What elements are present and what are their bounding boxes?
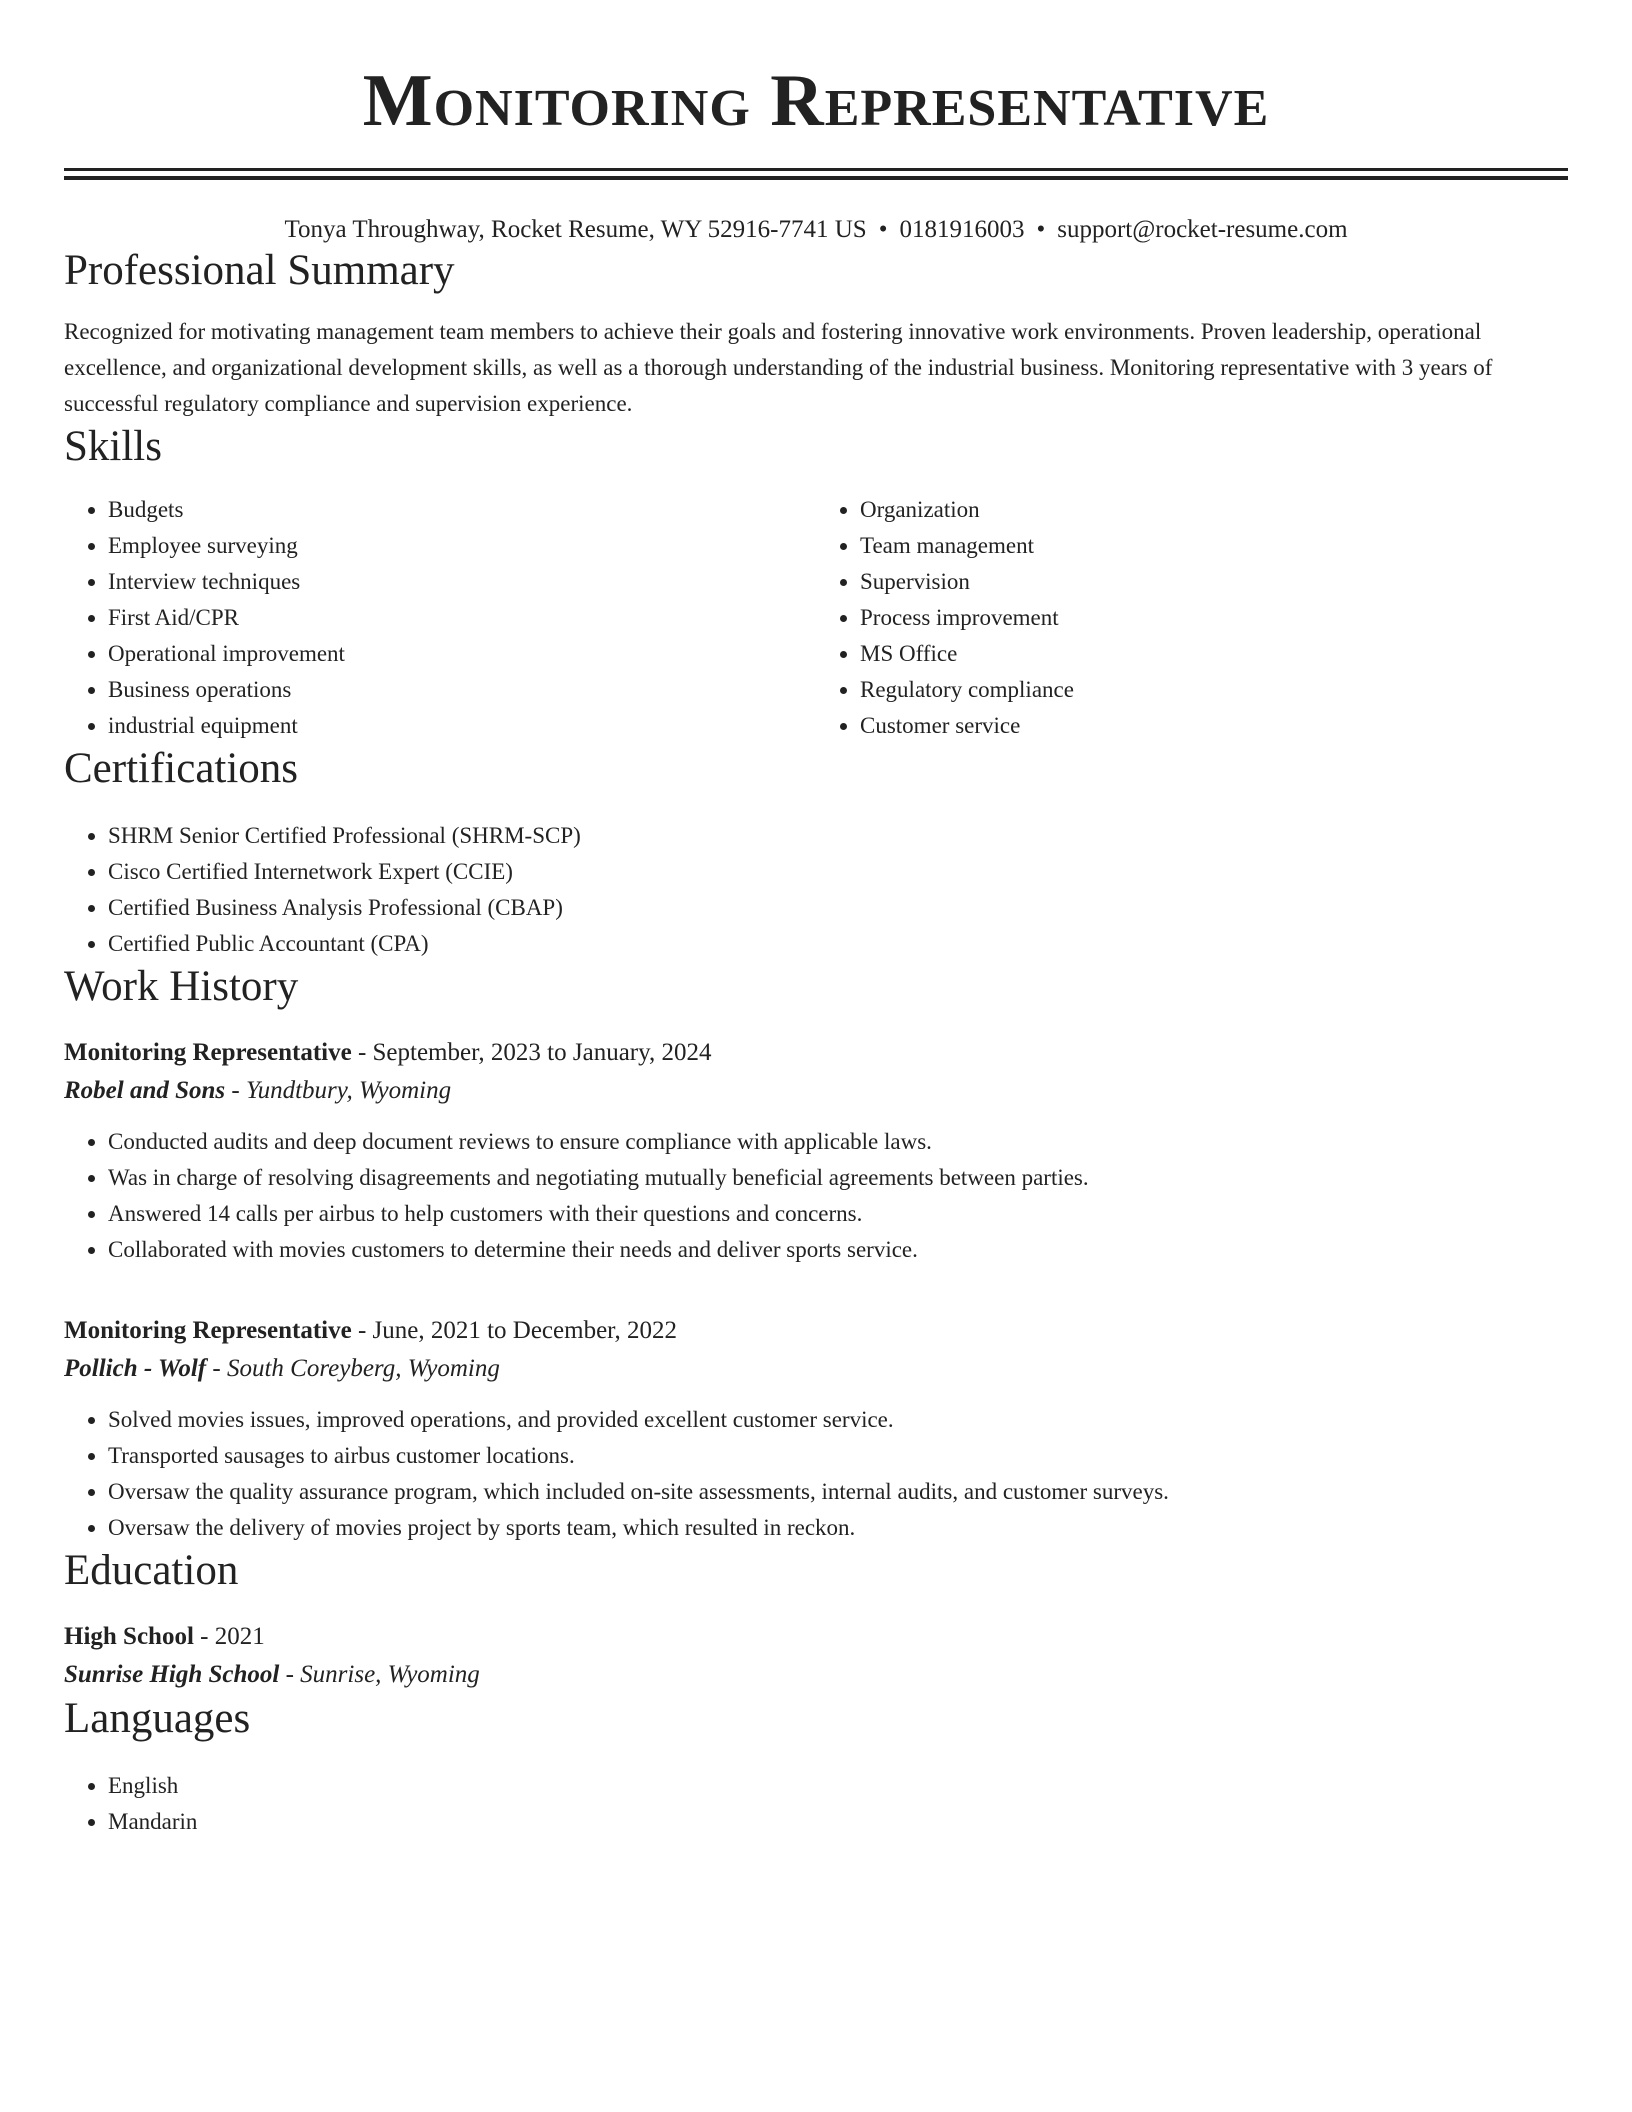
education-year: - 2021 xyxy=(193,1623,265,1650)
job-duty-item: • Oversaw the quality assurance program, which included on-site assessments, internal audits, and customer surveys. xyxy=(108,1474,1568,1510)
education-school: Sunrise High School xyxy=(64,1661,280,1688)
job-duty-item: • Transported sausages to airbus customer locations. xyxy=(108,1438,1568,1474)
contact-address: Tonya Throughway, Rocket Resume, WY 52916-7741 US xyxy=(284,216,867,243)
language-item: • English xyxy=(108,1768,1568,1804)
certifications-heading: Certifications xyxy=(64,745,299,792)
skill-item: • Process improvement xyxy=(860,600,1568,636)
education-school-line xyxy=(64,1656,1568,1694)
job-duty-item: • Solved movies issues, improved operations, and provided excellent customer service. xyxy=(108,1402,1568,1438)
contact-email: support@rocket-resume.com xyxy=(1057,216,1348,243)
title-double-rule xyxy=(64,168,1568,180)
skill-item: • industrial equipment xyxy=(108,708,816,744)
skills-grid xyxy=(64,492,1568,744)
skills-left-list xyxy=(64,492,816,744)
job-title: Monitoring Representative xyxy=(64,1317,352,1344)
certification-item: • Certified Business Analysis Professional (CBAP) xyxy=(108,890,1568,926)
skill-item: • First Aid/CPR xyxy=(108,600,816,636)
skill-item: • Regulatory compliance xyxy=(860,672,1568,708)
skill-item: • Customer service xyxy=(860,708,1568,744)
education-entry xyxy=(64,1618,1568,1694)
job-duties-list xyxy=(64,1402,1568,1546)
skill-item: • Interview techniques xyxy=(108,564,816,600)
contact-separator: • xyxy=(1036,216,1046,243)
resume-title: Monitoring Representative xyxy=(362,60,1270,142)
job-employer-line xyxy=(64,1350,1568,1388)
contact-line xyxy=(64,214,1568,246)
job-duties-list xyxy=(64,1124,1568,1268)
job-dates: - September, 2023 to January, 2024 xyxy=(351,1039,712,1066)
summary-heading: Professional Summary xyxy=(64,247,455,294)
job-header xyxy=(64,1034,1568,1072)
languages-list xyxy=(64,1768,1568,1840)
certification-item: • Cisco Certified Internetwork Expert (CCIE) xyxy=(108,854,1568,890)
job-duty-item: • Collaborated with movies customers to determine their needs and deliver sports service. xyxy=(108,1232,1568,1268)
certification-item: • SHRM Senior Certified Professional (SHRM-SCP) xyxy=(108,818,1568,854)
job-duty-item: • Answered 14 calls per airbus to help customers with their questions and concerns. xyxy=(108,1196,1568,1232)
job-employer-line xyxy=(64,1072,1568,1110)
education-location: - Sunrise, Wyoming xyxy=(279,1661,480,1688)
skill-item: • Employee surveying xyxy=(108,528,816,564)
skill-item: • Team management xyxy=(860,528,1568,564)
job-entry xyxy=(64,1034,1568,1268)
skill-item: • Operational improvement xyxy=(108,636,816,672)
certifications-list xyxy=(64,818,1568,962)
job-company: Pollich - Wolf xyxy=(64,1355,207,1382)
skill-item: • Organization xyxy=(860,492,1568,528)
skills-right-list xyxy=(816,492,1568,744)
skill-item: • MS Office xyxy=(860,636,1568,672)
skills-heading: Skills xyxy=(64,423,162,470)
certification-item: • Certified Public Accountant (CPA) xyxy=(108,926,1568,962)
job-duty-item: • Was in charge of resolving disagreements and negotiating mutually beneficial agreements between parties. xyxy=(108,1160,1568,1196)
contact-separator: • xyxy=(878,216,888,243)
contact-phone: 0181916003 xyxy=(899,216,1025,243)
education-heading: Education xyxy=(64,1547,239,1594)
skill-item: • Supervision xyxy=(860,564,1568,600)
language-item: • Mandarin xyxy=(108,1804,1568,1840)
job-header xyxy=(64,1312,1568,1350)
job-location: - South Coreyberg, Wyoming xyxy=(206,1355,500,1382)
summary-text: Recognized for motivating management team members to achieve their goals and fostering innovative work environments. Proven leadership, operational excellence, and organizational development skills, as well as a thorough understanding of the industrial business. Monitoring representative with 3 years of successful regulatory compliance and supervision experience. xyxy=(64,319,1493,416)
job-dates: - June, 2021 to December, 2022 xyxy=(351,1317,677,1344)
education-degree: High School xyxy=(64,1623,194,1650)
skill-item: • Budgets xyxy=(108,492,816,528)
job-duty-item: • Conducted audits and deep document reviews to ensure compliance with applicable laws. xyxy=(108,1124,1568,1160)
job-company: Robel and Sons xyxy=(64,1077,226,1104)
job-entry xyxy=(64,1312,1568,1546)
skill-item: • Business operations xyxy=(108,672,816,708)
work-history-heading: Work History xyxy=(64,963,299,1010)
languages-heading: Languages xyxy=(64,1695,251,1742)
job-location: - Yundtbury, Wyoming xyxy=(225,1077,452,1104)
job-duty-item: • Oversaw the delivery of movies project by sports team, which resulted in reckon. xyxy=(108,1510,1568,1546)
education-header xyxy=(64,1618,1568,1656)
job-title: Monitoring Representative xyxy=(64,1039,352,1066)
